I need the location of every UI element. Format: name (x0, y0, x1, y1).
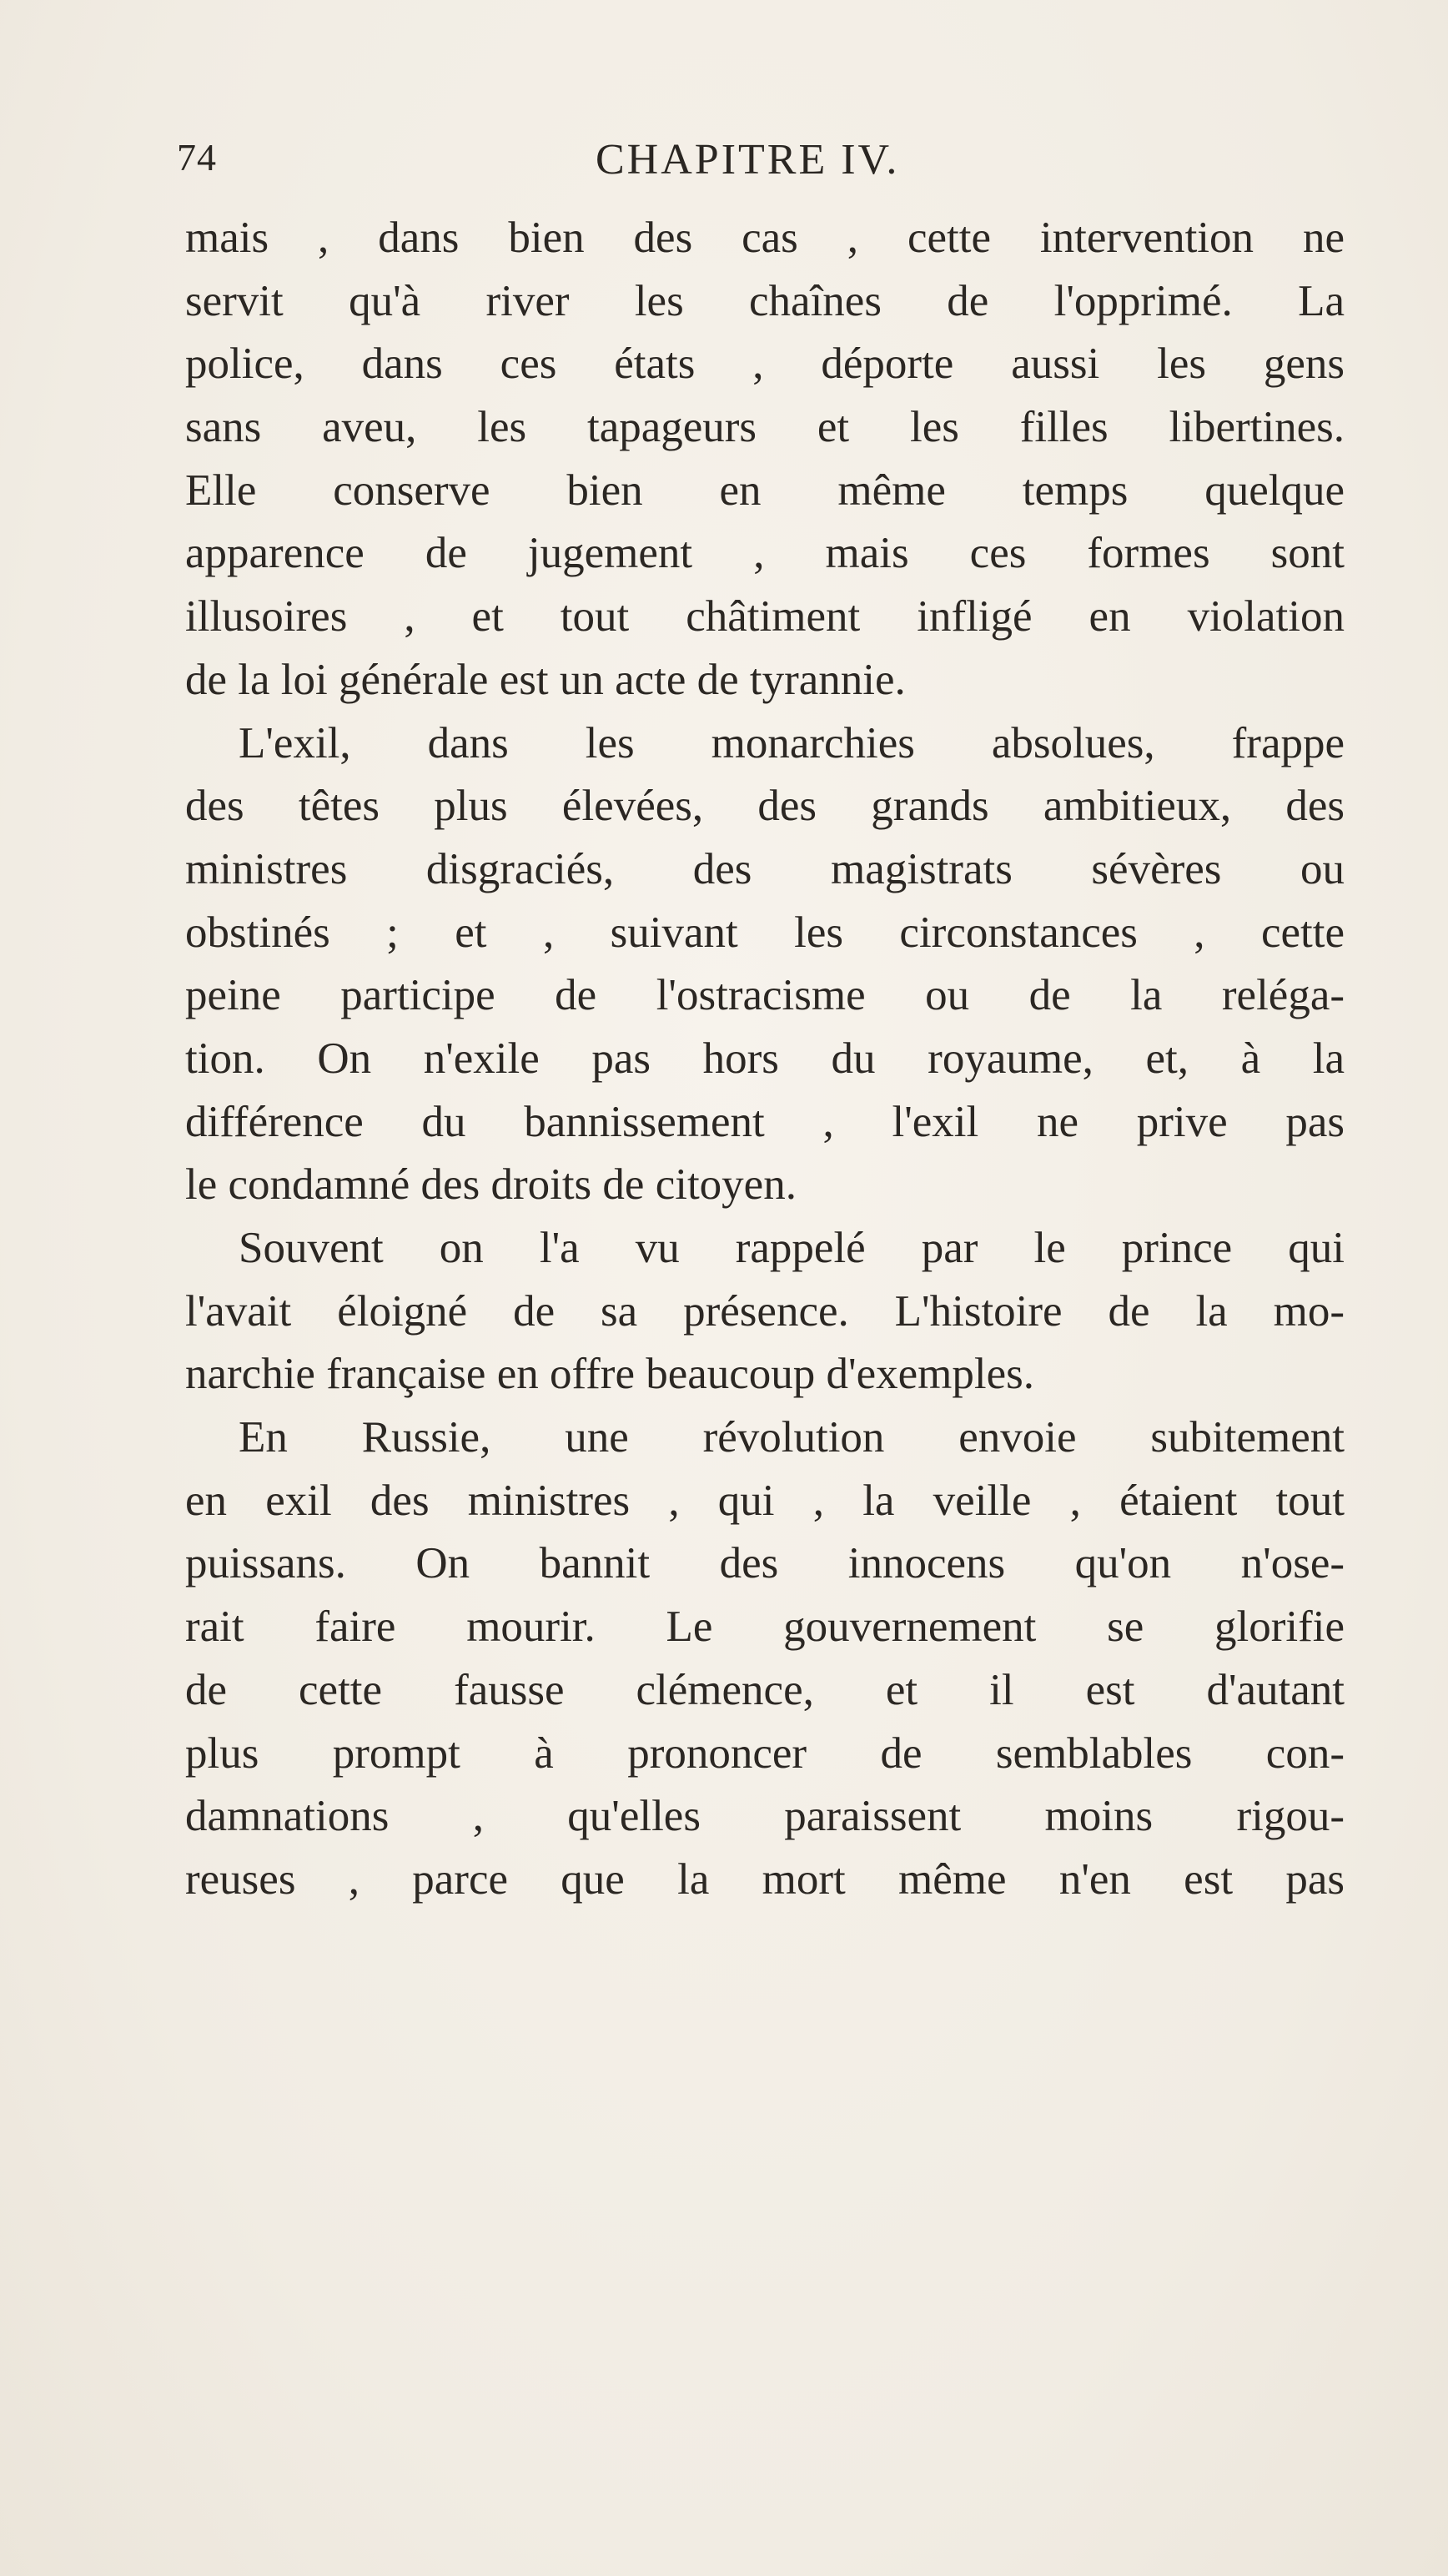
text-line: apparence de jugement , mais ces formes sont (185, 529, 1345, 578)
text-line: Souvent on l'a vu rappelé par le prince qui (239, 1224, 1345, 1272)
page-number: 74 (177, 136, 217, 179)
body-text (185, 207, 1345, 1912)
text-line: des têtes plus élevées, des grands ambitieux, des (185, 782, 1345, 831)
text-line: puissans. On bannit des innocens qu'on n'ose- (185, 1539, 1345, 1588)
text-line: plus prompt à prononcer de semblables con- (185, 1728, 1345, 1778)
text-line: Elle conserve bien en même temps quelque (185, 465, 1345, 515)
text-line: En Russie, une révolution envoie subitement (239, 1413, 1345, 1462)
text-line: sans aveu, les tapageurs et les filles libertines. (185, 403, 1345, 452)
text-line: narchie française en offre beaucoup d'exemples. (185, 1350, 1034, 1399)
text-line: L'exil, dans les monarchies absolues, frappe (239, 718, 1345, 767)
text-line: de la loi générale est un acte de tyrannie. (185, 655, 906, 704)
text-line: police, dans ces états , déporte aussi les gens (185, 340, 1345, 389)
text-line: obstinés ; et , suivant les circonstances , cette (185, 908, 1345, 957)
page-header (177, 135, 1345, 195)
running-title: CHAPITRE IV. (596, 136, 900, 184)
text-line: illusoires , et tout châtiment infligé en violation (185, 592, 1345, 641)
text-line: rait faire mourir. Le gouvernement se glorifie (185, 1602, 1345, 1652)
text-line: mais , dans bien des cas , cette intervention ne (185, 214, 1345, 262)
text-line: servit qu'à river les chaînes de l'opprimé. La (185, 276, 1345, 325)
text-line: l'avait éloigné de sa présence. L'histoire de la mo- (185, 1286, 1345, 1336)
text-line: damnations , qu'elles paraissent moins rigou- (185, 1792, 1345, 1841)
text-line: reuses , parce que la mort même n'en est pas (185, 1854, 1345, 1904)
text-line: ministres disgraciés, des magistrats sévères ou (185, 844, 1345, 893)
text-line: en exil des ministres , qui , la veille , étaient tout (185, 1476, 1345, 1525)
text-line: de cette fausse clémence, et il est d'autant (185, 1665, 1345, 1714)
text-line: peine participe de l'ostracisme ou de la reléga- (185, 971, 1345, 1020)
text-line: le condamné des droits de citoyen. (185, 1160, 797, 1210)
text-line: différence du bannissement , l'exil ne prive pas (185, 1097, 1345, 1146)
text-line: tion. On n'exile pas hors du royaume, et, à la (185, 1034, 1345, 1083)
